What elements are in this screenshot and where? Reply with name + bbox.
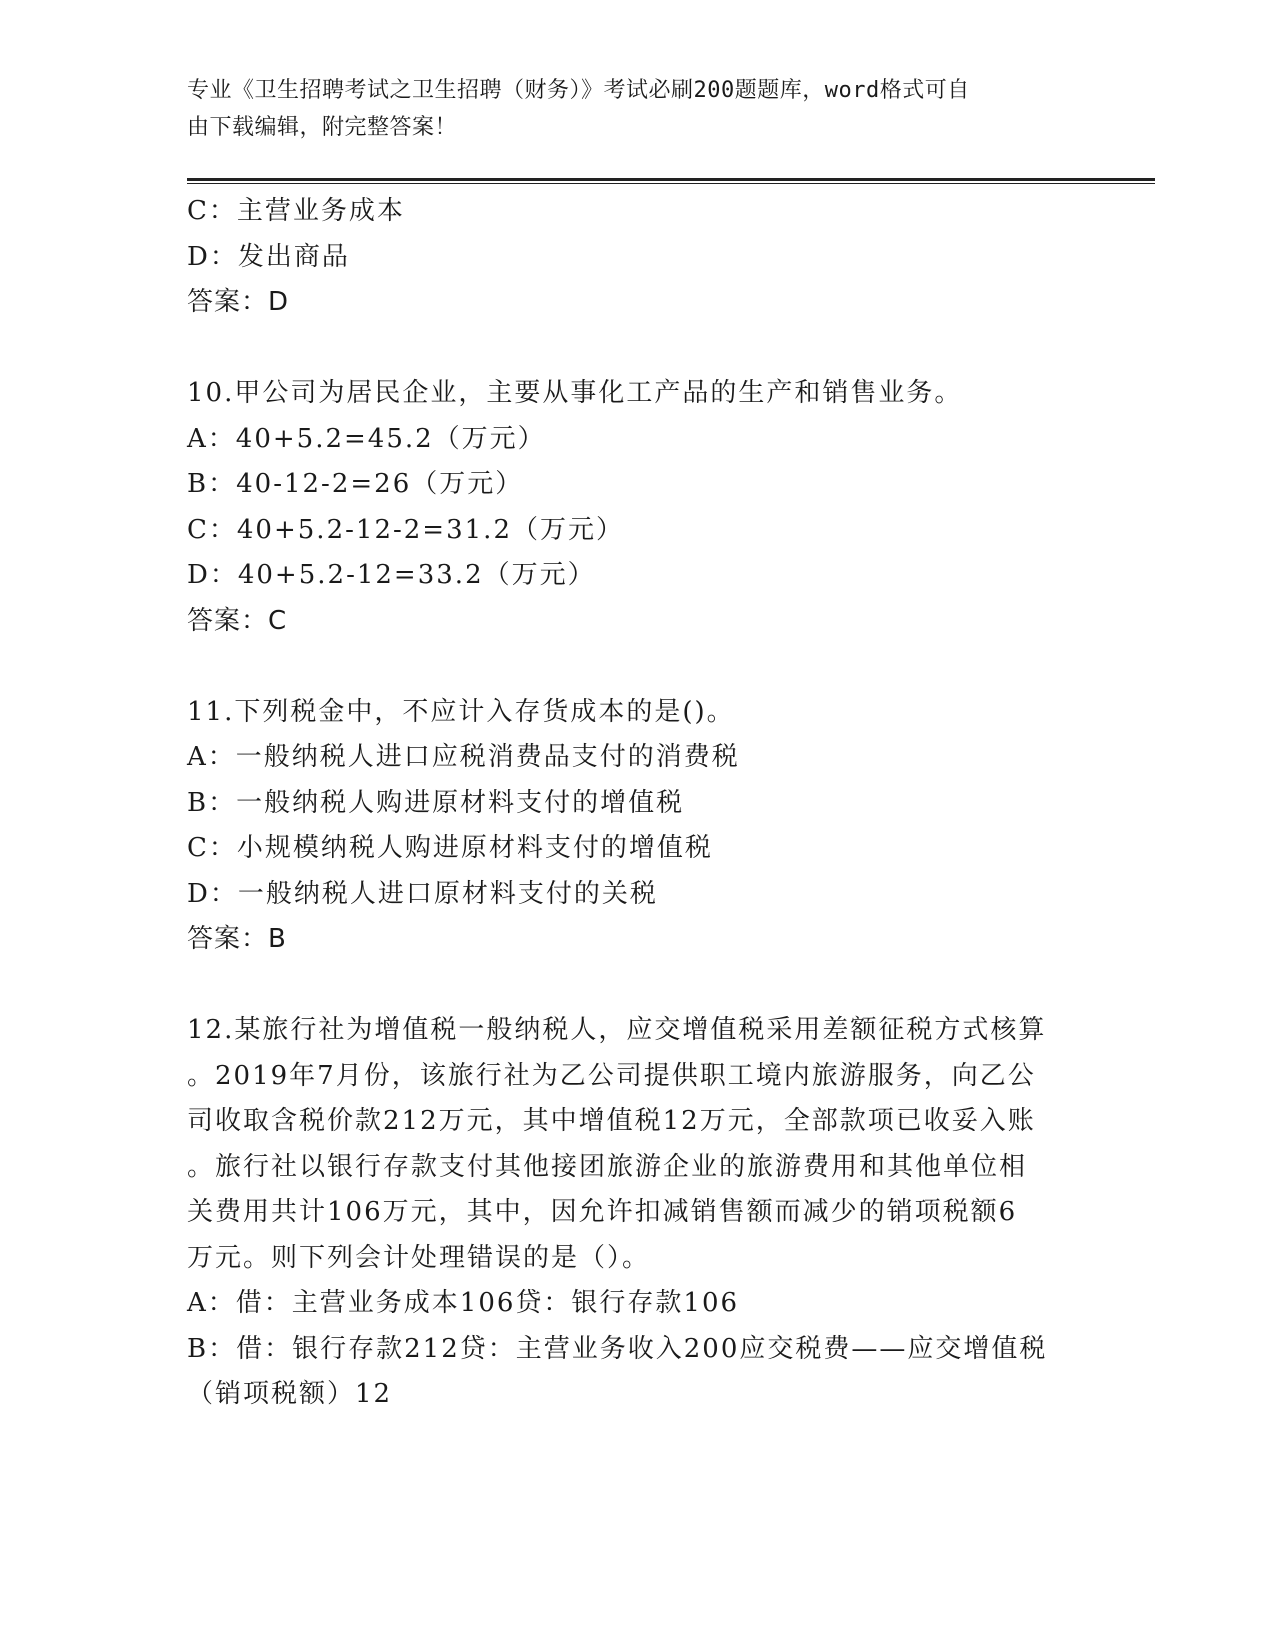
q11-option-a: A：一般纳税人进口应税消费品支付的消费税	[187, 742, 740, 772]
header-divider-thin	[187, 183, 1155, 184]
q12-stem-line: 关费用共计106万元，其中，因允许扣减销售额而减少的销项税额6	[187, 1197, 1018, 1227]
q12-stem-line: 司收取含税价款212万元，其中增值税12万元，全部款项已收妥入账	[187, 1106, 1036, 1136]
q11-option-d: D：一般纳税人进口原材料支付的关税	[187, 878, 658, 909]
q11-option-b: B：一般纳税人购进原材料支付的增值税	[187, 787, 685, 818]
page-header	[187, 72, 1067, 146]
q11-option-c: C：小规模纳税人购进原材料支付的增值税	[187, 833, 713, 863]
question-content	[187, 189, 1087, 1418]
q10-stem: 10.甲公司为居民企业，主要从事化工产品的生产和销售业务。	[187, 378, 963, 408]
q12-stem-line: 万元。则下列会计处理错误的是（）。	[187, 1242, 651, 1273]
q9-option-c: C：主营业务成本	[187, 196, 405, 226]
q12-option-b-line: B：借：银行存款212贷：主营业务收入200应交税费——应交增值税	[187, 1333, 1048, 1364]
q12-stem-line: 。旅行社以银行存款支付其他接团旅游企业的旅游费用和其他单位相	[187, 1151, 1028, 1182]
q10-option-b: B：40-12-2=26（万元）	[187, 469, 524, 499]
q11-stem: 11.下列税金中，不应计入存货成本的是()。	[187, 696, 735, 727]
q12-stem-line: 12.某旅行社为增值税一般纳税人，应交增值税采用差额征税方式核算	[187, 1015, 1047, 1045]
header-line-2: 由下载编辑，附完整答案！	[187, 115, 458, 140]
header-divider-thick	[187, 178, 1155, 181]
q9-answer: 答案：D	[187, 287, 290, 317]
header-line-1: 专业《卫生招聘考试之卫生招聘（财务）》考试必刷200题题库，word格式可自	[187, 78, 970, 103]
q10-answer: 答案：C	[187, 605, 288, 636]
q10-option-d: D：40+5.2-12=33.2（万元）	[187, 560, 596, 590]
spacer	[187, 644, 1087, 690]
q9-option-d: D：发出商品	[187, 241, 350, 272]
q12-option-a: A：借：主营业务成本106贷：银行存款106	[187, 1288, 740, 1318]
q10-option-c: C：40+5.2-12-2=31.2（万元）	[187, 514, 624, 545]
q10-option-a: A：40+5.2=45.2（万元）	[187, 423, 546, 454]
q11-answer: 答案：B	[187, 924, 287, 954]
spacer	[187, 963, 1087, 1009]
spacer	[187, 326, 1087, 372]
q12-stem-line: 。2019年7月份，该旅行社为乙公司提供职工境内旅游服务，向乙公	[187, 1060, 1036, 1091]
q12-option-b-line: （销项税额）12	[187, 1379, 393, 1409]
